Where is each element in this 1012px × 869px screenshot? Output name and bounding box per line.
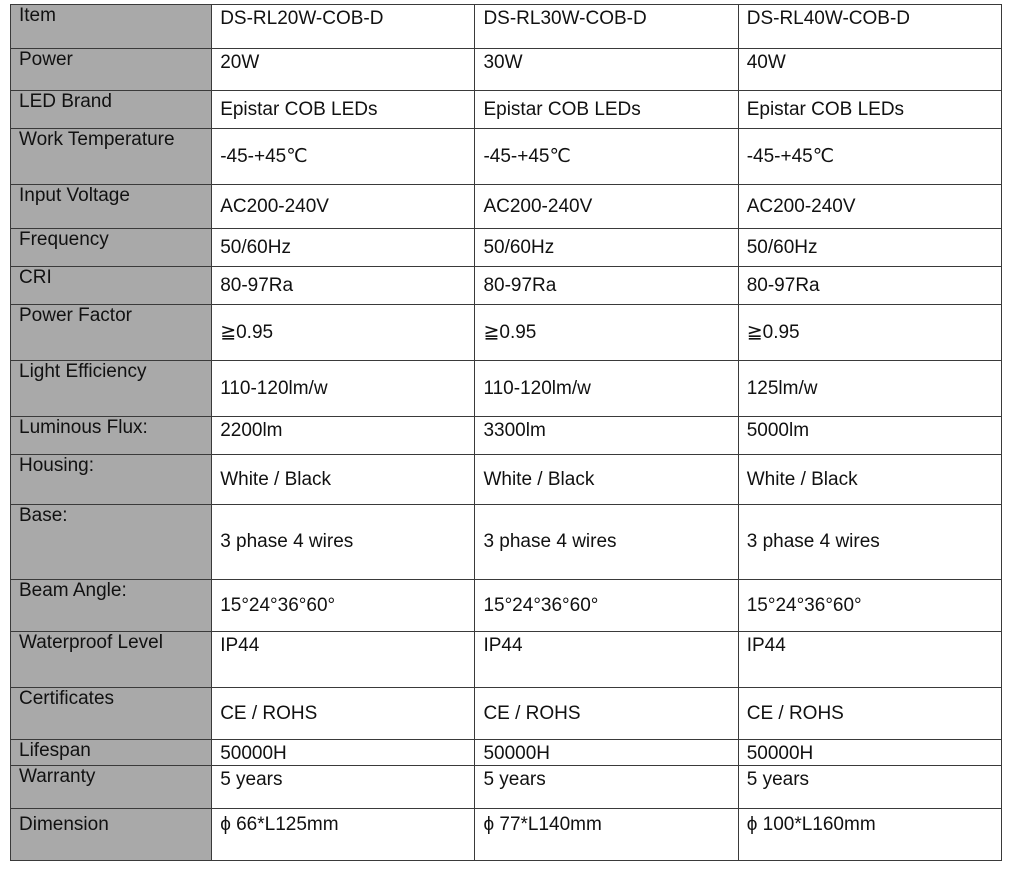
table-cell: 80-97Ra (738, 267, 1001, 305)
table-row-cri (11, 267, 1002, 305)
table-row-dimension (11, 809, 1002, 861)
table-cell: 50000H (212, 740, 475, 766)
table-cell: CE / ROHS (212, 688, 475, 740)
table-row-beam-angle (11, 580, 1002, 632)
table-row-item (11, 5, 1002, 49)
row-label: Work Temperature (11, 129, 212, 185)
table-cell: Epistar COB LEDs (738, 91, 1001, 129)
table-cell: 50000H (738, 740, 1001, 766)
row-label: Frequency (11, 229, 212, 267)
row-label: Power (11, 49, 212, 91)
table-cell: 50/60Hz (475, 229, 738, 267)
row-label: Base: (11, 505, 212, 580)
table-cell: IP44 (738, 632, 1001, 688)
row-label: Input Voltage (11, 185, 212, 229)
table-cell: 15°24°36°60° (212, 580, 475, 632)
table-cell: 50/60Hz (738, 229, 1001, 267)
row-label: Waterproof Level (11, 632, 212, 688)
table-cell: 125lm/w (738, 361, 1001, 417)
row-label: Item (11, 5, 212, 49)
row-label: Power Factor (11, 305, 212, 361)
table-cell: 40W (738, 49, 1001, 91)
table-row-base (11, 505, 1002, 580)
table-cell: 50/60Hz (212, 229, 475, 267)
table-cell: AC200-240V (738, 185, 1001, 229)
table-cell: 3 phase 4 wires (738, 505, 1001, 580)
table-cell: ≧0.95 (738, 305, 1001, 361)
row-label: Beam Angle: (11, 580, 212, 632)
table-cell: ϕ 77*L140mm (475, 809, 738, 861)
row-label: Housing: (11, 455, 212, 505)
table-cell: AC200-240V (212, 185, 475, 229)
table-cell: -45-+45℃ (475, 129, 738, 185)
table-row-luminous-flux (11, 417, 1002, 455)
table-cell: ≧0.95 (212, 305, 475, 361)
table-cell: 50000H (475, 740, 738, 766)
table-cell: CE / ROHS (738, 688, 1001, 740)
table-cell: White / Black (738, 455, 1001, 505)
table-cell: -45-+45℃ (212, 129, 475, 185)
table-row-power (11, 49, 1002, 91)
table-cell: ≧0.95 (475, 305, 738, 361)
table-cell: IP44 (212, 632, 475, 688)
spec-table (10, 4, 1002, 861)
table-row-warranty (11, 766, 1002, 809)
row-label: Light Efficiency (11, 361, 212, 417)
table-cell: 5 years (738, 766, 1001, 809)
table-cell: 80-97Ra (212, 267, 475, 305)
table-cell: ϕ 66*L125mm (212, 809, 475, 861)
table-cell: -45-+45℃ (738, 129, 1001, 185)
table-cell: 3300lm (475, 417, 738, 455)
table-cell: AC200-240V (475, 185, 738, 229)
table-row-frequency (11, 229, 1002, 267)
table-cell: 3 phase 4 wires (212, 505, 475, 580)
table-cell: 15°24°36°60° (475, 580, 738, 632)
table-cell: 110-120lm/w (475, 361, 738, 417)
table-row-input-voltage (11, 185, 1002, 229)
cell-model-1: DS-RL20W-COB-D (212, 5, 475, 49)
table-row-certificates (11, 688, 1002, 740)
table-row-lifespan (11, 740, 1002, 766)
row-label: LED Brand (11, 91, 212, 129)
table-row-led-brand (11, 91, 1002, 129)
table-cell: White / Black (475, 455, 738, 505)
table-cell: 5 years (475, 766, 738, 809)
table-cell: 80-97Ra (475, 267, 738, 305)
table-cell: 2200lm (212, 417, 475, 455)
row-label: Luminous Flux: (11, 417, 212, 455)
table-cell: Epistar COB LEDs (475, 91, 738, 129)
row-label: Warranty (11, 766, 212, 809)
table-cell: 15°24°36°60° (738, 580, 1001, 632)
table-row-housing (11, 455, 1002, 505)
table-cell: 5000lm (738, 417, 1001, 455)
cell-model-2: DS-RL30W-COB-D (475, 5, 738, 49)
table-cell: IP44 (475, 632, 738, 688)
row-label: CRI (11, 267, 212, 305)
row-label: Certificates (11, 688, 212, 740)
table-cell: ϕ 100*L160mm (738, 809, 1001, 861)
table-cell: 20W (212, 49, 475, 91)
table-cell: 3 phase 4 wires (475, 505, 738, 580)
table-cell: CE / ROHS (475, 688, 738, 740)
table-cell: 110-120lm/w (212, 361, 475, 417)
table-row-power-factor (11, 305, 1002, 361)
table-cell: 5 years (212, 766, 475, 809)
row-label: Lifespan (11, 740, 212, 766)
table-row-light-efficiency (11, 361, 1002, 417)
cell-model-3: DS-RL40W-COB-D (738, 5, 1001, 49)
table-row-work-temperature (11, 129, 1002, 185)
table-row-waterproof-level (11, 632, 1002, 688)
table-cell: White / Black (212, 455, 475, 505)
table-cell: Epistar COB LEDs (212, 91, 475, 129)
table-cell: 30W (475, 49, 738, 91)
row-label: Dimension (11, 809, 212, 861)
